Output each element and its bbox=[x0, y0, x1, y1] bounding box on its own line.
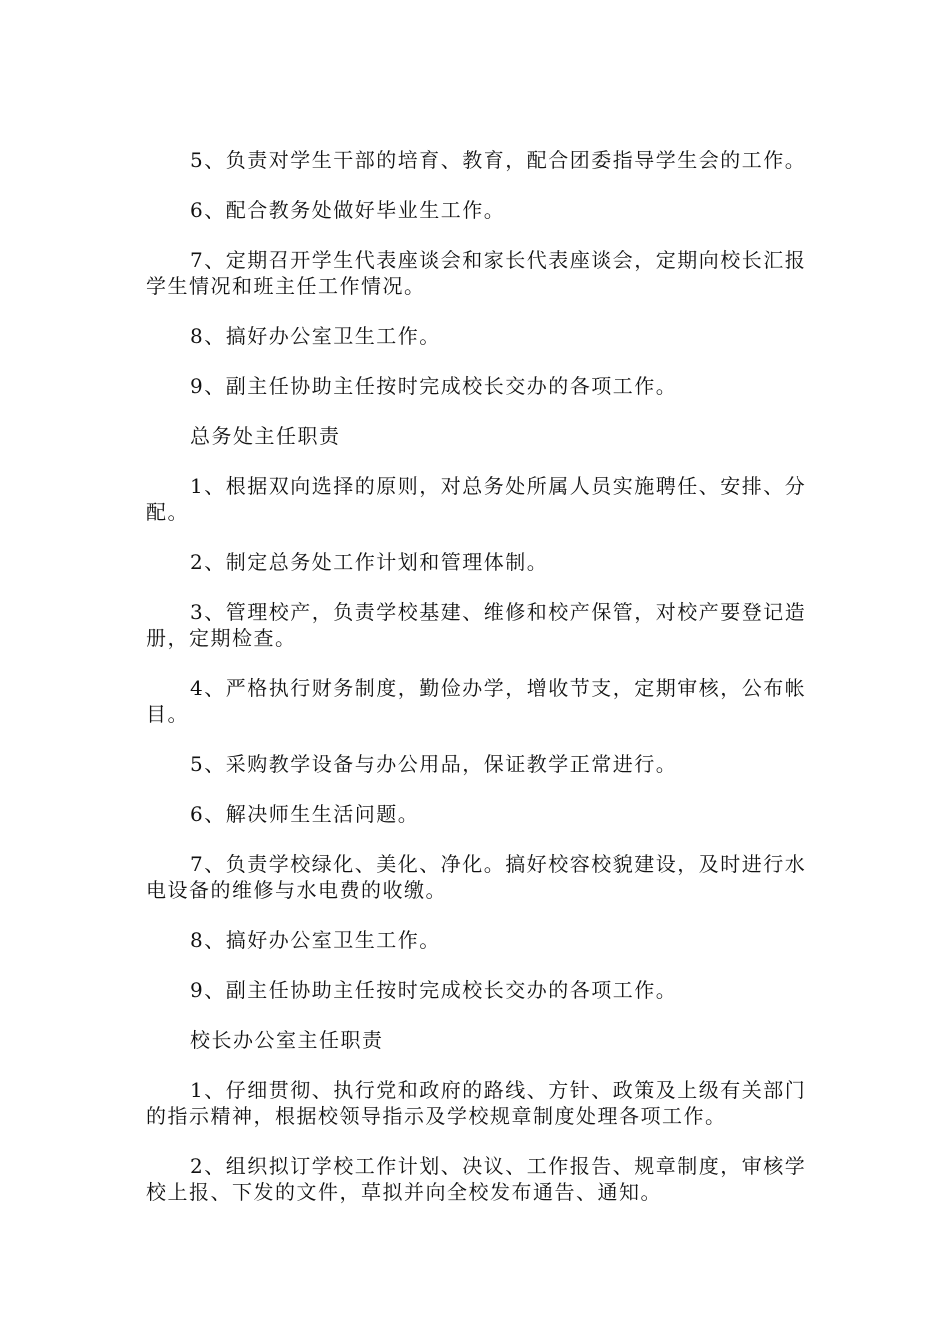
paragraph: 2、制定总务处工作计划和管理体制。 bbox=[190, 550, 549, 574]
section-heading: 校长办公室主任职责 bbox=[190, 1028, 384, 1052]
paragraph: 4、严格执行财务制度，勤俭办学，增收节支，定期审核，公布帐目。 bbox=[146, 676, 807, 726]
paragraph: 8、搞好办公室卫生工作。 bbox=[190, 324, 441, 348]
paragraph: 9、副主任协助主任按时完成校长交办的各项工作。 bbox=[190, 978, 678, 1002]
paragraph: 5、采购教学设备与办公用品，保证教学正常进行。 bbox=[190, 752, 678, 776]
paragraph: 6、配合教务处做好毕业生工作。 bbox=[190, 198, 506, 222]
paragraph: 3、管理校产，负责学校基建、维修和校产保管，对校产要登记造册，定期检查。 bbox=[146, 600, 807, 650]
paragraph: 1、根据双向选择的原则，对总务处所属人员实施聘任、安排、分配。 bbox=[146, 474, 807, 524]
paragraph: 6、解决师生生活问题。 bbox=[190, 802, 420, 826]
paragraph: 2、组织拟订学校工作计划、决议、工作报告、规章制度，审核学校上报、下发的文件，草拟并向全校发布通告、通知。 bbox=[146, 1154, 807, 1204]
document-body bbox=[146, 147, 810, 1229]
paragraph: 9、副主任协助主任按时完成校长交办的各项工作。 bbox=[190, 374, 678, 398]
paragraph: 7、负责学校绿化、美化、净化。搞好校容校貌建设，及时进行水电设备的维修与水电费的收缴。 bbox=[146, 852, 807, 902]
paragraph: 1、仔细贯彻、执行党和政府的路线、方针、政策及上级有关部门的指示精神，根据校领导指示及学校规章制度处理各项工作。 bbox=[146, 1078, 807, 1128]
paragraph: 5、负责对学生干部的培育、教育，配合团委指导学生会的工作。 bbox=[190, 148, 807, 172]
paragraph: 7、定期召开学生代表座谈会和家长代表座谈会，定期向校长汇报学生情况和班主任工作情况。 bbox=[146, 248, 807, 298]
section-heading: 总务处主任职责 bbox=[190, 424, 341, 448]
paragraph: 8、搞好办公室卫生工作。 bbox=[190, 928, 441, 952]
